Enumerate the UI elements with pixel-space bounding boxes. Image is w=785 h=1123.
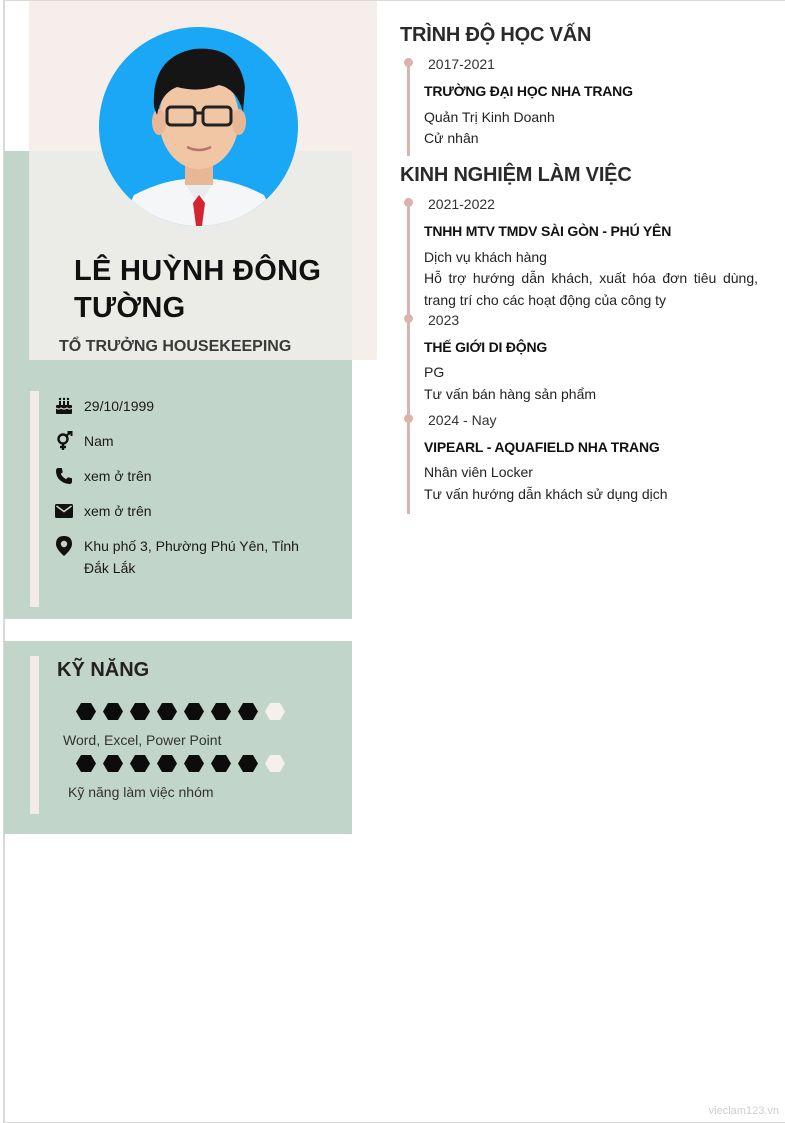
skill-level-filled xyxy=(103,755,123,772)
education-title: TRÌNH ĐỘ HỌC VẤN xyxy=(400,24,592,46)
experience-desc-1: Tư vấn bán hàng sản phẩm xyxy=(424,386,597,402)
experience-desc-2: Tư vấn hướng dẫn khách sử dụng dịch xyxy=(424,486,668,502)
skill-level-filled xyxy=(157,703,177,720)
education-period: 2017-2021 xyxy=(428,56,495,72)
skill-rating-1 xyxy=(76,755,292,772)
skill-level-filled xyxy=(184,755,204,772)
skill-level-filled xyxy=(130,755,150,772)
skill-level-filled xyxy=(157,755,177,772)
skill-level-filled xyxy=(238,755,258,772)
skill-level-empty xyxy=(265,703,285,720)
phone-icon xyxy=(54,465,74,487)
birthday-cake-icon xyxy=(54,395,74,417)
skill-level-filled xyxy=(76,755,96,772)
skill-level-empty xyxy=(265,755,285,772)
skill-level-filled xyxy=(130,703,150,720)
education-timeline xyxy=(407,58,410,156)
experience-period-2: 2024 - Nay xyxy=(428,412,497,428)
experience-role-2: Nhân viên Locker xyxy=(424,464,533,480)
experience-period-0: 2021-2022 xyxy=(428,196,495,212)
contact-address xyxy=(54,535,314,579)
experience-role-1: PG xyxy=(424,364,445,380)
timeline-dot xyxy=(404,198,413,207)
education-major: Quản Trị Kinh Doanh xyxy=(424,109,555,125)
experience-title: KINH NGHIỆM LÀM VIỆC xyxy=(400,164,632,186)
contact-gender xyxy=(54,430,314,452)
skill-level-filled xyxy=(211,755,231,772)
avatar xyxy=(99,27,298,226)
email-icon xyxy=(54,500,74,522)
experience-org-1: THẾ GIỚI DI ĐỘNG xyxy=(424,339,548,355)
job-title: TỔ TRƯỞNG HOUSEKEEPING xyxy=(59,338,292,355)
skill-level-filled xyxy=(76,703,96,720)
skill-level-filled xyxy=(211,703,231,720)
location-pin-icon xyxy=(54,535,74,557)
skill-level-filled xyxy=(184,703,204,720)
experience-org-2: VIPEARL - AQUAFIELD NHA TRANG xyxy=(424,439,660,455)
experience-desc-0: Hỗ trợ hướng dẫn khách, xuất hóa đơn tiêu dùng, trang trí cho các hoạt động của công ty xyxy=(424,270,758,308)
skills-accent-bar xyxy=(30,656,39,814)
full-name: LÊ HUỲNH ĐÔNG TƯỜNG xyxy=(74,255,322,324)
birthday-value: 29/10/1999 xyxy=(84,398,155,414)
education-org: TRƯỜNG ĐẠI HỌC NHA TRANG xyxy=(424,83,633,99)
contact-birthday xyxy=(54,395,314,417)
experience-org-0: TNHH MTV TMDV SÀI GÒN - PHÚ YÊN xyxy=(424,223,672,239)
experience-period-1: 2023 xyxy=(428,312,460,328)
contact-list xyxy=(54,395,314,592)
timeline-dot xyxy=(404,414,413,423)
phone-value: xem ở trên xyxy=(84,468,152,484)
address-value: Khu phố 3, Phường Phú Yên, Tỉnh Đắk Lắk xyxy=(84,538,299,576)
contact-phone xyxy=(54,465,314,487)
email-value: xem ở trên xyxy=(84,503,152,519)
gender-icon xyxy=(54,430,74,452)
skill-label-0: Word, Excel, Power Point xyxy=(63,732,222,748)
timeline-dot xyxy=(404,314,413,323)
skill-rating-0 xyxy=(76,703,292,720)
experience-timeline xyxy=(407,198,410,514)
skills-title: KỸ NĂNG xyxy=(57,659,150,681)
experience-role-0: Dịch vụ khách hàng xyxy=(424,249,547,265)
education-degree: Cử nhân xyxy=(424,130,479,146)
contact-accent-bar xyxy=(30,391,39,607)
contact-email xyxy=(54,500,314,522)
skill-label-1: Kỹ năng làm việc nhóm xyxy=(68,784,214,800)
gender-value: Nam xyxy=(84,433,114,449)
skill-level-filled xyxy=(103,703,123,720)
watermark: vieclam123.vn xyxy=(708,1105,779,1117)
skill-level-filled xyxy=(238,703,258,720)
timeline-dot xyxy=(404,58,413,67)
